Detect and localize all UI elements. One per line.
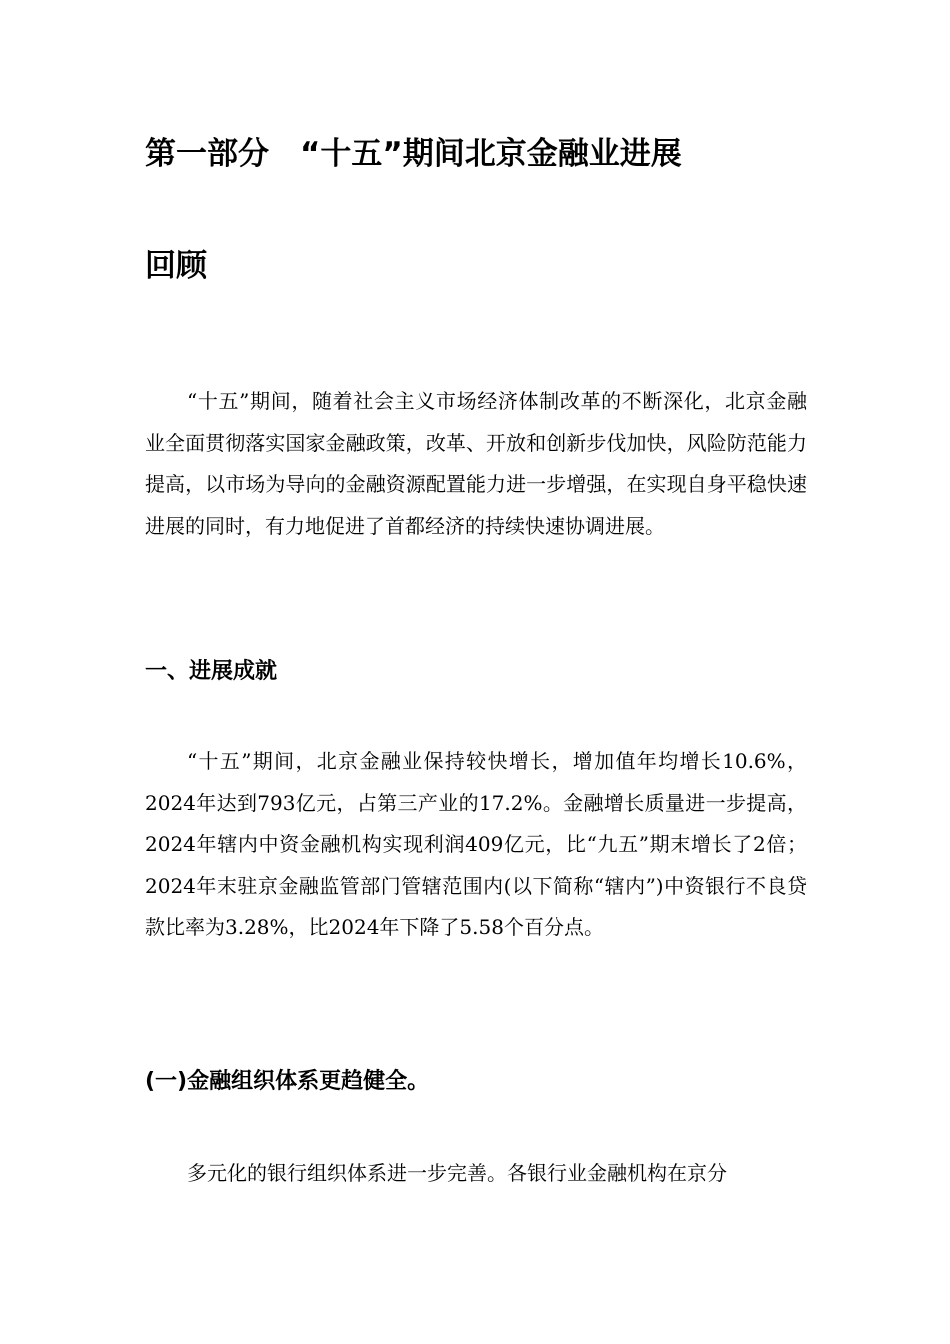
section-heading: 一、进展成就 — [145, 659, 278, 684]
page-title — [145, 98, 807, 322]
section-paragraph: “十五”期间，北京金融业保持较快增长，增加值年均增长10.6%，2024年达到793亿元，占第三产业的17.2%。金融增长质量进一步提高，2024年辖内中资金融机构实现利润409亿元，比“九五”期末增长了2倍；2024年末驻京金融监管部门管辖范围内(以下简称“辖内”)中资银行不良贷款比率为3.28%，比2024年下降了5.58个百分点。 — [145, 749, 807, 939]
page-title-line-1: 第一部分 “十五”期间北京金融业进展 — [145, 136, 682, 172]
subsection-paragraph: 多元化的银行组织体系进一步完善。各银行业金融机构在京分 — [187, 1161, 727, 1185]
page-title-line-2: 回顾 — [145, 248, 207, 284]
intro-paragraph: “十五”期间，随着社会主义市场经济体制改革的不断深化，北京金融业全面贯彻落实国家金融政策，改革、开放和创新步伐加快，风险防范能力提高，以市场为导向的金融资源配置能力进一步增强，在实现自身平稳快速进展的同时，有力地促进了首都经济的持续快速协调进展。 — [145, 389, 807, 538]
subsection-heading: (一)金融组织体系更趋健全。 — [145, 1069, 430, 1094]
